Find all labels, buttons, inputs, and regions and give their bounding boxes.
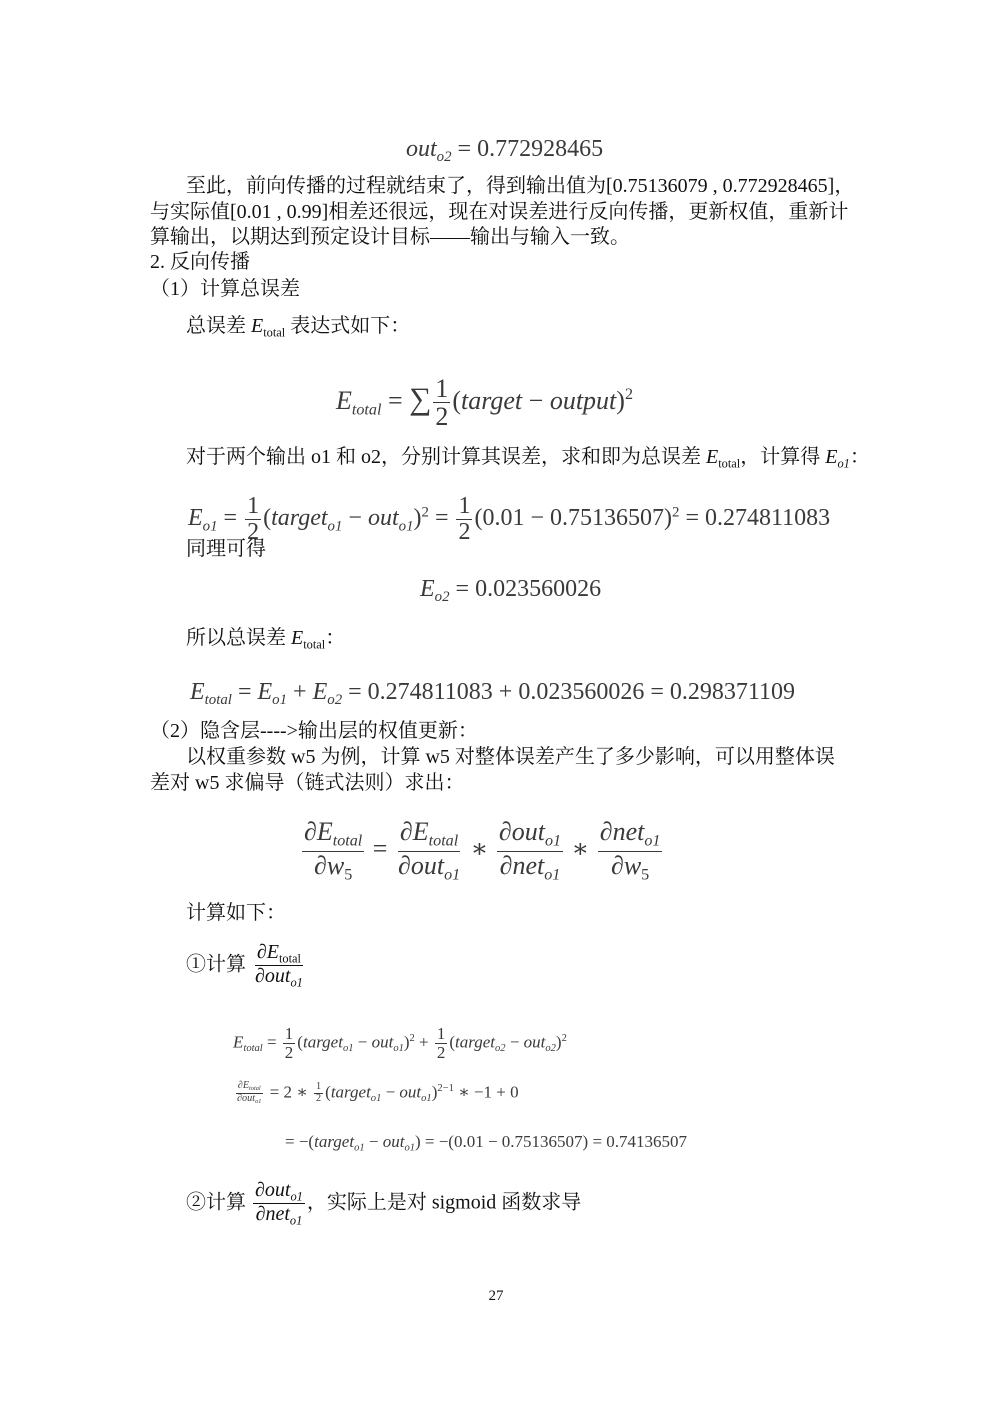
fraction-denominator bbox=[254, 1204, 305, 1227]
text-run: 1 bbox=[247, 493, 260, 519]
eq-e-o1 bbox=[188, 494, 830, 545]
text-run: 所以总误差 bbox=[186, 627, 291, 649]
fraction-denominator bbox=[498, 852, 563, 885]
paragraph-line bbox=[150, 199, 848, 225]
math-superscript: 2 bbox=[672, 504, 680, 521]
text-run: ∂ bbox=[399, 817, 413, 846]
math-variable: out bbox=[399, 1082, 422, 1102]
text-run: 2. 反向传播 bbox=[150, 251, 250, 273]
text-run: ) bbox=[413, 505, 422, 532]
math-subscript: 5 bbox=[641, 866, 650, 884]
fraction-numerator bbox=[398, 818, 460, 852]
text-run: ∂ bbox=[314, 850, 327, 880]
math-variable: out bbox=[410, 850, 445, 880]
math-fraction bbox=[235, 1081, 263, 1106]
text-run: 2 bbox=[284, 1042, 294, 1062]
fraction-numerator bbox=[456, 494, 472, 520]
math-variable: net bbox=[512, 850, 545, 880]
text-run: ∗ bbox=[464, 834, 495, 864]
math-subscript: o1 bbox=[327, 518, 343, 535]
subsection-heading bbox=[150, 718, 478, 744]
fraction-numerator bbox=[253, 1180, 305, 1204]
text-run: 对于两个输出 o1 和 o2，分别计算其误差，求和即为总误差 bbox=[186, 446, 706, 468]
math-subscript: o2 bbox=[434, 589, 450, 606]
fraction-denominator bbox=[253, 966, 305, 989]
text-run: = bbox=[231, 679, 258, 705]
math-variable: E bbox=[233, 1032, 244, 1052]
math-subscript: total bbox=[718, 456, 741, 471]
text-run: + bbox=[414, 1032, 433, 1052]
text-run: ( bbox=[297, 1032, 303, 1052]
math-variable: target bbox=[455, 1032, 496, 1052]
eq-out-o2 bbox=[406, 136, 603, 170]
math-superscript: 2−1 bbox=[437, 1083, 454, 1094]
math-subscript: o1 bbox=[544, 832, 562, 850]
math-subscript: total bbox=[249, 1085, 261, 1093]
math-variable: output bbox=[549, 385, 617, 415]
text-run: = −( bbox=[285, 1132, 315, 1151]
text-run: = 2 ∗ bbox=[265, 1082, 313, 1102]
text-run: = bbox=[366, 834, 394, 864]
text-run: （2）隐含层---->输出层的权值更新： bbox=[150, 720, 478, 742]
text-run: 2 bbox=[247, 519, 260, 546]
fraction-numerator bbox=[302, 818, 364, 852]
math-fraction bbox=[497, 818, 563, 884]
paragraph-line bbox=[186, 900, 286, 926]
math-subscript: o2 bbox=[436, 149, 452, 166]
text-run: − bbox=[342, 505, 368, 532]
text-run: ) bbox=[403, 1032, 410, 1052]
math-fraction bbox=[314, 1082, 323, 1104]
text-run: ∂ bbox=[498, 817, 512, 846]
math-subscript: o1 bbox=[272, 692, 288, 709]
summation-symbol: ∑ bbox=[409, 380, 432, 416]
text-run: ( bbox=[263, 505, 272, 532]
math-variable: out bbox=[371, 1032, 394, 1052]
eq-step1-derivative bbox=[233, 1076, 519, 1112]
math-subscript: total bbox=[243, 1042, 263, 1054]
text-run: ∂ bbox=[255, 1203, 266, 1226]
math-subscript: o1 bbox=[370, 1093, 382, 1104]
math-subscript: o1 bbox=[544, 866, 561, 884]
eq-total-error-value bbox=[190, 679, 795, 713]
math-variable: E bbox=[266, 941, 279, 963]
math-variable: out bbox=[523, 1032, 546, 1052]
math-subscript: o1 bbox=[289, 1213, 303, 1228]
text-run: ∂ bbox=[499, 850, 513, 880]
math-variable: E bbox=[242, 1080, 250, 1092]
text-run: = bbox=[381, 385, 410, 415]
text-run: + bbox=[287, 679, 313, 705]
fraction-denominator bbox=[235, 1094, 263, 1106]
text-run: 1 bbox=[436, 1024, 446, 1043]
text-run: 至此，前向传播的过程就结束了，得到输出值为[0.75136079 , 0.772928465]， bbox=[186, 175, 855, 197]
text-run: ∂ bbox=[304, 817, 317, 846]
eq-e-o2 bbox=[420, 576, 601, 610]
math-subscript: o1 bbox=[421, 1093, 432, 1104]
math-variable: target bbox=[314, 1132, 355, 1151]
fraction-numerator bbox=[497, 818, 563, 852]
math-subscript: o1 bbox=[342, 1042, 354, 1054]
text-run: ∂ bbox=[237, 1080, 243, 1092]
text-run: 差对 w5 求偏导（链式法则）求出： bbox=[150, 772, 465, 794]
text-run: 1 bbox=[284, 1024, 294, 1043]
fraction-denominator bbox=[314, 1094, 323, 1105]
math-subscript: o1 bbox=[644, 832, 661, 850]
eq-step1-result bbox=[285, 1129, 687, 1162]
math-variable: w bbox=[623, 850, 642, 880]
text-run: ∗ bbox=[565, 834, 596, 864]
text-run: ) bbox=[555, 1032, 562, 1052]
eq-chain-rule bbox=[300, 818, 664, 884]
text-run: 以权重参数 w5 为例，计算 w5 对整体误差产生了多少影响，可以用整体误 bbox=[186, 746, 835, 768]
math-subscript: o2 bbox=[545, 1042, 556, 1054]
math-subscript: o2 bbox=[327, 692, 343, 709]
text-run: ∂ bbox=[610, 850, 624, 880]
text-run: 2 bbox=[435, 402, 449, 432]
text-run: − bbox=[381, 1082, 400, 1102]
text-run: 1 bbox=[316, 1081, 322, 1093]
paragraph-line bbox=[186, 444, 870, 476]
math-variable: target bbox=[461, 385, 523, 415]
math-subscript: 5 bbox=[344, 866, 353, 884]
math-fraction bbox=[253, 1180, 305, 1228]
math-variable: E bbox=[316, 817, 333, 846]
math-superscript: 2 bbox=[409, 1032, 415, 1044]
paragraph-line bbox=[186, 744, 835, 770]
math-variable: out bbox=[382, 1132, 405, 1151]
text-run: = 0.274811083 + 0.023560026 = 0.298371109 bbox=[342, 679, 795, 705]
text-run: ： bbox=[325, 627, 346, 649]
paragraph-line bbox=[186, 625, 345, 657]
math-variable: E bbox=[188, 505, 203, 532]
math-variable: E bbox=[825, 446, 838, 468]
text-run: 1 bbox=[458, 493, 471, 519]
math-variable: E bbox=[706, 446, 719, 468]
fraction-denominator bbox=[435, 1044, 448, 1062]
math-subscript: o1 bbox=[404, 1142, 415, 1154]
text-run: ∂ bbox=[255, 965, 265, 988]
text-run: (0.01 − 0.75136507) bbox=[474, 505, 673, 532]
math-variable: target bbox=[302, 1032, 343, 1052]
paragraph-line bbox=[186, 173, 854, 199]
math-variable: out bbox=[264, 965, 291, 988]
math-variable: E bbox=[420, 576, 435, 602]
text-run: ∗ −1 + 0 bbox=[453, 1082, 519, 1102]
text-run: ∂ bbox=[256, 941, 267, 963]
text-run: = 0.274811083 bbox=[679, 505, 831, 532]
text-run: = bbox=[262, 1032, 281, 1052]
text-run: 2 bbox=[458, 519, 471, 546]
math-subscript: o1 bbox=[202, 518, 218, 535]
fraction-numerator bbox=[245, 494, 261, 520]
math-fraction bbox=[435, 1025, 448, 1062]
math-variable: net bbox=[612, 817, 645, 846]
math-variable: E bbox=[312, 679, 328, 705]
paragraph-line bbox=[186, 536, 266, 562]
math-subscript: total bbox=[278, 951, 301, 966]
text-run: = bbox=[428, 505, 455, 532]
math-variable: E bbox=[291, 627, 304, 649]
text-run: （1）计算总误差 bbox=[150, 278, 300, 300]
step-2-title bbox=[186, 1180, 581, 1228]
math-fraction bbox=[396, 818, 462, 884]
math-fraction bbox=[598, 818, 663, 884]
text-run: 1 bbox=[435, 374, 449, 403]
math-subscript: o1 bbox=[837, 456, 850, 471]
section-heading bbox=[150, 249, 250, 275]
text-run: ∂ bbox=[397, 850, 411, 880]
math-subscript: o1 bbox=[398, 518, 414, 535]
text-run: ) bbox=[616, 385, 625, 415]
fraction-denominator bbox=[609, 852, 651, 885]
text-run: ： bbox=[849, 446, 870, 468]
fraction-numerator bbox=[433, 375, 450, 403]
fraction-numerator bbox=[598, 818, 663, 852]
math-variable: E bbox=[190, 679, 205, 705]
text-run: − bbox=[353, 1032, 372, 1052]
math-subscript: total bbox=[303, 637, 326, 652]
math-variable: net bbox=[265, 1203, 290, 1226]
fraction-denominator bbox=[456, 520, 472, 545]
paragraph-line bbox=[150, 224, 630, 250]
math-subscript: o1 bbox=[393, 1042, 404, 1054]
fraction-numerator bbox=[255, 942, 303, 966]
text-run: 与实际值[0.01 , 0.99]相差还很远，现在对误差进行反向传播，更新权值，重新计 bbox=[150, 201, 849, 223]
math-variable: out bbox=[406, 136, 437, 162]
math-subscript: o1 bbox=[255, 1098, 262, 1106]
text-run: 表达式如下： bbox=[285, 315, 411, 337]
text-run: 算输出，以期达到预定设计目标——输出与输入一致。 bbox=[150, 226, 630, 248]
math-subscript: o1 bbox=[354, 1142, 365, 1154]
text-run: ②计算 bbox=[186, 1191, 251, 1214]
math-variable: E bbox=[251, 315, 264, 337]
math-subscript: o1 bbox=[444, 866, 461, 884]
subsection-heading bbox=[150, 276, 300, 302]
text-run: ，计算得 bbox=[740, 446, 826, 468]
text-run: ∂ bbox=[237, 1092, 243, 1104]
eq-step1-expansion bbox=[233, 1025, 567, 1062]
math-variable: w bbox=[326, 850, 345, 880]
text-run: ) bbox=[431, 1082, 438, 1102]
math-fraction bbox=[456, 494, 472, 545]
math-fraction bbox=[253, 942, 305, 990]
math-variable: E bbox=[257, 679, 273, 705]
math-superscript: 2 bbox=[421, 504, 429, 521]
text-run: − bbox=[364, 1132, 383, 1151]
math-subscript: total bbox=[332, 832, 363, 850]
math-subscript: o2 bbox=[495, 1042, 506, 1054]
text-run: ) = −(0.01 − 0.75136507) = 0.74136507 bbox=[414, 1132, 688, 1151]
text-run: 总误差 bbox=[186, 315, 251, 337]
text-run: 同理可得 bbox=[186, 538, 266, 560]
step-1-title bbox=[186, 942, 307, 990]
math-subscript: o1 bbox=[290, 975, 303, 990]
text-run: − bbox=[522, 385, 550, 415]
math-fraction bbox=[283, 1025, 296, 1062]
fraction-denominator bbox=[312, 852, 354, 885]
text-run: ∂ bbox=[255, 1179, 265, 1201]
text-run: ①计算 bbox=[186, 953, 251, 976]
eq-total-error-definition bbox=[336, 375, 633, 431]
math-variable: E bbox=[336, 385, 352, 415]
math-variable: target bbox=[330, 1082, 371, 1102]
text-run: ( bbox=[452, 385, 462, 415]
text-run: = 0.023560026 bbox=[449, 576, 602, 602]
text-run: ∂ bbox=[599, 817, 613, 846]
math-fraction bbox=[433, 375, 450, 431]
math-variable: out bbox=[511, 817, 545, 846]
paragraph-line bbox=[186, 313, 410, 345]
math-subscript: total bbox=[351, 401, 382, 419]
math-variable: out bbox=[264, 1179, 291, 1201]
fraction-numerator bbox=[283, 1025, 296, 1044]
math-subscript: o1 bbox=[290, 1189, 303, 1204]
page-number: 27 bbox=[488, 1288, 504, 1304]
text-run: 2 bbox=[316, 1092, 322, 1104]
text-run: ( bbox=[325, 1082, 331, 1102]
math-superscript: 2 bbox=[624, 386, 634, 404]
math-subscript: total bbox=[428, 832, 459, 850]
text-run: ( bbox=[449, 1032, 456, 1052]
text-run: 2 bbox=[436, 1042, 446, 1062]
math-subscript: total bbox=[263, 325, 286, 340]
paragraph-line bbox=[150, 770, 464, 796]
math-superscript: 2 bbox=[561, 1032, 567, 1044]
fraction-numerator bbox=[435, 1025, 448, 1044]
math-variable: out bbox=[367, 505, 399, 532]
math-subscript: total bbox=[204, 692, 232, 709]
math-variable: out bbox=[242, 1092, 256, 1104]
math-fraction bbox=[302, 818, 364, 884]
math-variable: E bbox=[412, 817, 429, 846]
text-run: − bbox=[505, 1032, 524, 1052]
fraction-denominator bbox=[433, 403, 450, 430]
text-run: = 0.772928465 bbox=[451, 136, 604, 162]
math-variable: target bbox=[271, 505, 328, 532]
fraction-denominator bbox=[283, 1044, 296, 1062]
text-run: = bbox=[217, 505, 244, 532]
fraction-denominator bbox=[396, 852, 462, 885]
text-run: 计算如下： bbox=[186, 902, 286, 924]
text-run: ，实际上是对 sigmoid 函数求导 bbox=[306, 1191, 582, 1214]
